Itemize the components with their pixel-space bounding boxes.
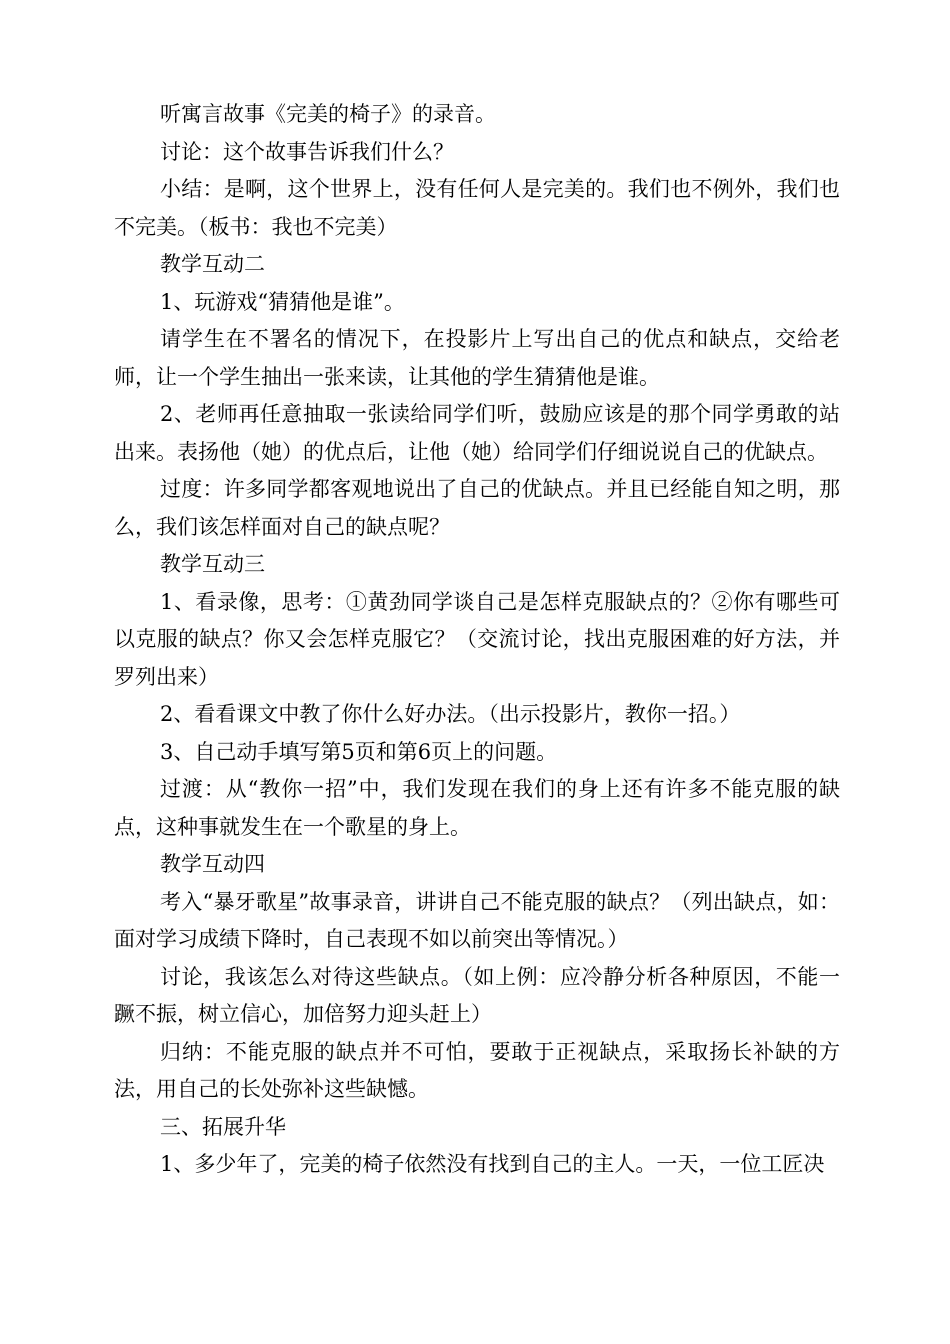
paragraph-guess-game: 1、玩游戏“猜猜他是谁”。 [160, 289, 405, 314]
paragraph-write-strengths: 请学生在不署名的情况下，在投影片上写出自己的优点和缺点，交给老师，让一个学生抽出一张来读，让其他的学生猜猜他是谁。 [114, 327, 840, 389]
paragraph-discussion-question: 讨论：这个故事告诉我们什么？ [160, 139, 454, 164]
paragraph-singer-story: 考入“暴牙歌星”故事录音，讲讲自己不能克服的缺点？（列出缺点，如：面对学习成绩下降时，自己表现不如以前突出等情况。） [114, 889, 840, 951]
paragraph-discuss-shortcomings: 讨论，我该怎么对待这些缺点。（如上例：应冷静分析各种原因，不能一蹶不振，树立信心，加倍努力迎头赶上） [114, 964, 840, 1026]
paragraph-transition-one: 过度：许多同学都客观地说出了自己的优缺点。并且已经能自知之明，那么，我们该怎样面对自己的缺点呢？ [114, 477, 840, 539]
paragraph-watch-video: 1、看录像，思考：①黄劲同学谈自己是怎样克服缺点的？②你有哪些可以克服的缺点？你又会怎样克服它？（交流讨论，找出克服困难的好方法，并罗列出来） [114, 589, 840, 689]
paragraph-textbook-method: 2、看看课文中教了你什么好办法。（出示投影片，教你一招。） [160, 702, 741, 726]
heading-interaction-three: 教学互动三 [160, 552, 265, 576]
paragraph-perfect-chair: 1、多少年了，完美的椅子依然没有找到自己的主人。一天，一位工匠决 [160, 1152, 825, 1176]
paragraph-transition-two: 过渡：从“教你一招”中，我们发现在我们的身上还有许多不能克服的缺点，这种事就发生在一个歌星的身上。 [114, 777, 840, 839]
document-body [114, 96, 840, 1184]
paragraph-teacher-draws: 2、老师再任意抽取一张读给同学们听，鼓励应该是的那个同学勇敢的站出来。表扬他（她）的优点后，让他（她）给同学们仔细说说自己的优缺点。 [114, 402, 840, 464]
heading-interaction-four: 教学互动四 [160, 852, 265, 876]
paragraph-fill-questions: 3、自己动手填写第5页和第6页上的问题。 [160, 739, 558, 764]
heading-extension: 三、拓展升华 [160, 1114, 286, 1139]
heading-interaction-two: 教学互动二 [160, 252, 265, 276]
paragraph-listen-fable: 听寓言故事《完美的椅子》的录音。 [160, 102, 496, 126]
paragraph-summary: 小结：是啊，这个世界上，没有任何人是完美的。我们也不例外，我们也不完美。（板书：我也不完美） [114, 177, 840, 239]
paragraph-conclusion: 归纳：不能克服的缺点并不可怕，要敢于正视缺点，采取扬长补缺的方法，用自己的长处弥补这些缺憾。 [114, 1039, 840, 1101]
